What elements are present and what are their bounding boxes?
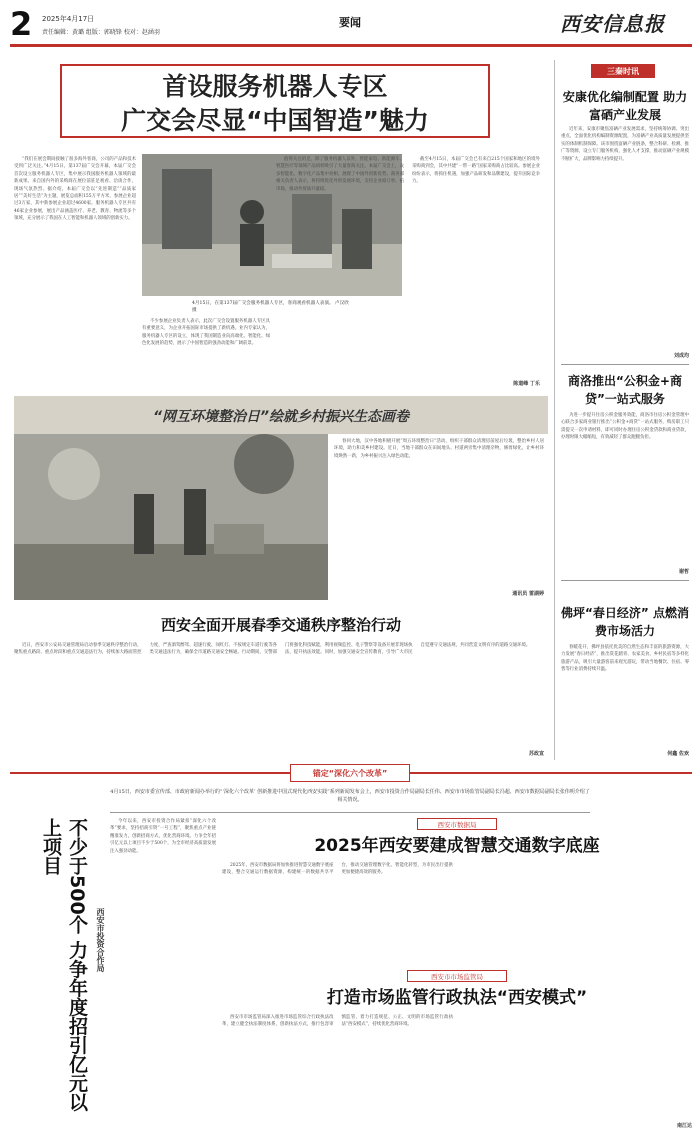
focus-section (0, 764, 700, 1136)
page-editors: 责任编辑：黄璐 组版：郭晓锋 校对：赵涵羽 (42, 29, 160, 36)
sidebar-article-2-body: 为进一步提升住房公积金服务效能，商洛市住房公积金管理中心联合多家商业银行推出“公积金+商贷”一站式服务，购房职工只需提交一次申请材料，即可同时办理住房公积金贷款和商业贷款，办理时限大幅缩短，有效减轻了群众跑腿负担。 (561, 413, 689, 441)
sidebar-article-1-body: 近年来，安康市聚焦富硒产业发展需求，坚持统筹协调、突出重点，全面优化机构编制资源配置，为富硒产业高质量发展提供坚实的体制机制保障。该市围绕富硒产业链条，整合科研、检测、推广等资源，设立专门服务机构，强化人才支撑，推动富硒产业规模不断扩大，品牌影响力持续提升。 (561, 127, 689, 162)
lead-column-4: 值得关注的是，除了服务机器人以外，智能家电、新能源车、智慧医疗等领域产品同样吸引了大量客商关注。本届广交会上，众多智能化、数字化产品集中亮相，展现了中国外贸新优势。商务部相关负责人表示，将持续优化外贸发展环境，支持企业稳订单、拓市场，推动外贸质升量稳。 截至4月15日，本届广交会已有来自215个国家和地区的境外采购商到会，其中共建“一带一路”国家采购商占比较高。参展企业纷纷表示，将抓住机遇，加强产品研发和品牌建设，提升国际竞争力。 (276, 157, 540, 192)
paper-name-logo: 西安信息报 (560, 12, 665, 36)
eco-feature (14, 396, 548, 608)
eco-text: 春回大地，汉中各地积极开展“周五环境整治日”活动，组织干部群众清理房前屋后垃圾，整治乡村人居环境，助力和美乡村建设。近日，当地干部群众在田间地头、村道两旁集中清理杂物，修剪绿化，让乡村环境焕然一新，为乡村振兴注入绿色动能。 (334, 439, 544, 459)
page-date: 2025年4月17日 (42, 15, 95, 23)
eco-banner-title: “网互环境整治日”绘就乡村振兴生态画卷 (152, 409, 410, 425)
data-title: 2025年西安要建成智慧交通数字底座 (314, 836, 600, 856)
lead-photo-caption: 4月15日，在第137届广交会服务机器人专区，客商观看机器人表演。 卢汉欣 摄 (192, 301, 349, 313)
eco-signature: 通讯员 雷湖婷 (512, 591, 544, 597)
sidebar-article-2-signature: 谢哲 (678, 569, 689, 575)
traffic-body: 近日，西安市公安局交通管理局启动春季交通秩序整治行动，聚焦重点路段、重点时段和重点交通违法行为，持续加大路面管控力度，严查酒驾醉驾、超速行驶、闯红灯、不按规定车道行驶等各类交通违法行为，确保全市道路交通安全畅通。行动期间，交警部门将强化科技赋能，利用视频监控、电子警察等设备开展非现场执法，提升执法效能。同时，加强交通安全宣传教育，引导广大市民自觉遵守交通法规，共同营造文明有序的道路交通环境。 (14, 643, 531, 656)
lead-column-1: “我们在展会期间接触了很多海外客商，公司的产品和技术受到广泛关注。”4月15日，第137届广交会开幕，本届广交会首次设立服务机器人专区，集中展示我国服务机器人领域的最新成果。来自国内外的采购商在展位前驻足观看、洽谈合作，现场气氛热烈。据介绍，本届广交会以“先进制造”“品质家居”“美好生活”为主题，展览总面积155万平方米，参展企业超过3万家，其中新参展企业超过4600家。服务机器人专区共有46家企业参展，展出产品涵盖医疗、养老、教育、物流等多个领域，充分展示了我国在人工智能和机器人领域的创新实力。 (14, 157, 136, 222)
data-unit: 西安市数据局 (437, 821, 477, 829)
masthead (0, 0, 700, 52)
lead-title-line1: 首设服务机器人专区 (162, 72, 388, 101)
invest-unit: 西安市投资合作局 (96, 908, 105, 972)
traffic-title: 西安全面开展春季交通秩序整治行动 (160, 616, 401, 634)
lead-signature: 陈道峰 丁乐 (513, 381, 540, 387)
page-number: 2 (10, 5, 33, 43)
market-signature: 南江达 (676, 1123, 692, 1129)
village-cleanup-photo (14, 434, 328, 600)
sidebar-article-3-body: 春暖花开，佛坪县依托优美的自然生态和丰富的旅游资源，大力发展“春日经济”，推出赏花踏青、农家美食、乡村民宿等多样化旅游产品，吸引大量游客前来观光游玩，带动当地餐饮、住宿、零售等行业消费持续升温。 (561, 645, 689, 673)
sidebar-article-1-title: 安康优化编制配置 助力富硒产业发展 (562, 90, 688, 122)
focus-intro: 4月15日，西安市委宣传部、市政府新闻办举行的“‘深化六个改革’ 创新推进中国式现代化西安实践”系列新闻发布会上，西安市投资合作局副局长任伟、西安市市场监管局副局长冯超、西安市数据局副局长张伟明介绍了相关情况。 (110, 789, 590, 803)
sidebar-article-3-signature: 何鑫 佐欢 (667, 751, 689, 757)
market-title: 打造市场监管行政执法“西安模式” (326, 988, 588, 1008)
focus-banner (290, 764, 410, 782)
eco-banner (14, 396, 548, 434)
lead-column-3: 不少参展企业负责人表示，此次广交会设置服务机器人专区具有重要意义，为企业开拓国际市场提供了新机遇。业内专家认为，服务机器人专区的设立，体现了我国制造业向高端化、智能化、绿色化发展的趋势，展示了中国智造的强劲动能和广阔前景。 (142, 319, 270, 347)
data-unit-box (417, 818, 497, 830)
market-body: 西安市市场监管局深入推进市场监管综合行政执法改革，建立健全执法制度体系，创新执法方式，推行包容审慎监管，着力打造规范、公正、文明的市场监管行政执法“西安模式”，持续优化营商环境。 (222, 1015, 453, 1028)
market-unit-box (407, 970, 507, 982)
lead-title-line2: 广交会尽显“中国智造”魅力 (121, 106, 429, 135)
sidebar-article-2-title: 商洛推出“公积金+商贷”一站式服务 (568, 374, 682, 406)
invest-title: 不少于500个 力争年度招引亿元以上项目 (40, 818, 88, 1112)
invest-article (10, 818, 218, 1134)
section-name: 要闻 (339, 16, 361, 29)
sidebar-tag-label: 三秦时讯 (607, 67, 639, 76)
focus-banner-label: 锚定“深化六个改革” (312, 769, 388, 778)
eco-photo (14, 434, 328, 600)
sidebar (554, 60, 692, 760)
market-unit: 西安市市场监管局 (431, 973, 483, 981)
lead-title-box (60, 64, 490, 138)
data-body: 2025年，西安市数据局将加快推进智慧交通数字底座建设，整合交通运行数据资源，构建统一的数据共享平台，推动交通管理数字化、智能化转型，为市民出行提供更加便捷高效的服务。 (222, 863, 453, 876)
traffic-signature: 苏政宣 (528, 751, 544, 757)
invest-body: 今年以来，西安市投资合作局紧扣“深化六个改革”要求，坚持招商引资“一号工程”，聚焦重点产业链精准发力，创新招商方式，优化营商环境。力争全年招引亿元以上项目不少于500个，为全市经济高质量发展注入强劲动能。 (110, 819, 216, 854)
sidebar-divider-2 (561, 580, 689, 581)
sidebar-article-3-title: 佛坪“春日经济” 点燃消费市场活力 (561, 606, 689, 638)
market-article (222, 970, 692, 1134)
masthead-rule (10, 44, 692, 47)
data-article (222, 818, 692, 966)
lead-article (0, 56, 548, 390)
focus-intro-rule (110, 812, 590, 813)
sidebar-tag (591, 64, 655, 78)
sidebar-divider-1 (561, 364, 689, 365)
traffic-article (14, 614, 548, 760)
sidebar-article-1-signature: 刘成均 (673, 353, 689, 359)
